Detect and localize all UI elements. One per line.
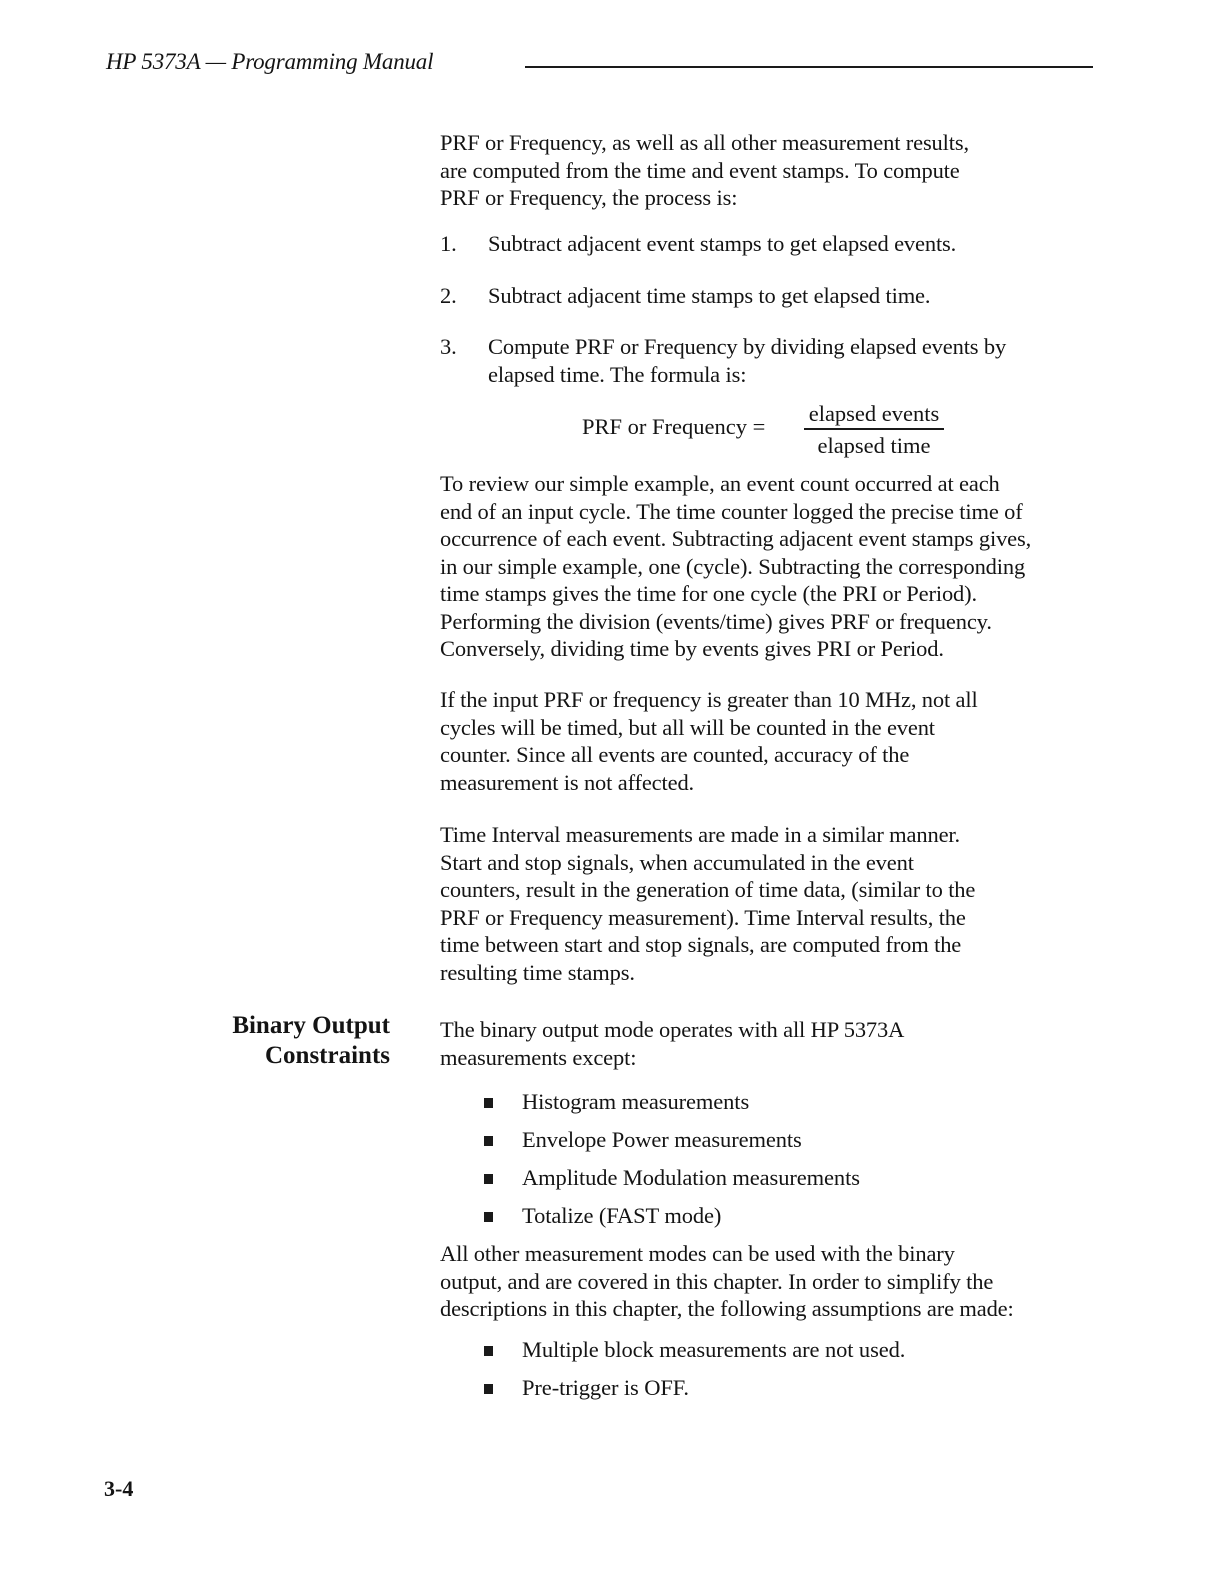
text-line: output, and are covered in this chapter. In order to simplify the	[440, 1268, 994, 1294]
square-bullet-icon	[484, 1136, 493, 1146]
text-line: Time Interval measurements are made in a similar manner.	[440, 822, 960, 847]
step-text: Subtract adjacent time stamps to get elapsed time.	[488, 283, 931, 308]
step-text: Subtract adjacent event stamps to get elapsed events.	[488, 231, 957, 256]
step-text: elapsed time. The formula is:	[488, 361, 747, 387]
bullet-text: Envelope Power measurements	[522, 1127, 802, 1152]
step-text: Compute PRF or Frequency by dividing elapsed events by	[488, 334, 1007, 359]
step-number: 3.	[440, 334, 457, 359]
text-line: descriptions in this chapter, the following assumptions are made:	[440, 1296, 1014, 1321]
page-number: 3-4	[104, 1476, 134, 1501]
review-paragraph	[440, 470, 1120, 663]
text-line: time between start and stop signals, are computed from the	[440, 932, 962, 957]
formula-fraction	[804, 400, 944, 459]
text-line: Start and stop signals, when accumulated in the event	[440, 849, 914, 875]
formula-denominator: elapsed time	[817, 432, 931, 458]
text-line: All other measurement modes can be used with the binary	[440, 1241, 955, 1266]
text-line: If the input PRF or frequency is greater than 10 MHz, not all	[440, 687, 978, 712]
text-line: occurrence of each event. Subtracting adjacent event stamps gives,	[440, 526, 1032, 551]
section-heading-binary-output-constraints	[180, 1011, 390, 1071]
bullet-text: Multiple block measurements are not used.	[522, 1337, 906, 1362]
binary-output-intro	[440, 1016, 1120, 1071]
text-line: measurements except:	[440, 1044, 637, 1070]
bullet-text: Pre-trigger is OFF.	[522, 1375, 689, 1400]
square-bullet-icon	[484, 1098, 493, 1108]
text-line: PRF or Frequency measurement). Time Interval results, the	[440, 904, 966, 930]
high-frequency-paragraph	[440, 686, 1120, 796]
step-number: 2.	[440, 283, 457, 308]
heading-line: Binary Output	[232, 1012, 390, 1039]
text-line: Conversely, dividing time by events gives PRI or Period.	[440, 636, 944, 661]
running-header-title: HP 5373A — Programming Manual	[106, 49, 434, 74]
text-line: To review our simple example, an event count occurred at each	[440, 471, 1000, 496]
bullet-text: Totalize (FAST mode)	[522, 1203, 722, 1228]
fraction-bar	[804, 428, 944, 430]
bullet-text: Histogram measurements	[522, 1089, 750, 1114]
square-bullet-icon	[484, 1346, 493, 1356]
text-line: in our simple example, one (cycle). Subtracting the corresponding	[440, 553, 1026, 579]
intro-paragraph	[440, 129, 1120, 212]
heading-line: Constraints	[264, 1042, 390, 1069]
text-line: The binary output mode operates with all HP 5373A	[440, 1017, 905, 1042]
text-line: Performing the division (events/time) gives PRF or frequency.	[440, 608, 992, 634]
text-line: counters, result in the generation of time data, (similar to the	[440, 877, 976, 902]
time-interval-paragraph	[440, 821, 1120, 986]
text-line: are computed from the time and event stamps. To compute	[440, 157, 960, 183]
text-line: measurement is not affected.	[440, 769, 695, 795]
formula-numerator: elapsed events	[808, 401, 940, 426]
header-rule	[525, 66, 1093, 68]
text-line: time stamps gives the time for one cycle (the PRI or Period).	[440, 581, 977, 606]
text-line: counter. Since all events are counted, accuracy of the	[440, 742, 910, 767]
text-line: resulting time stamps.	[440, 959, 635, 985]
text-line: cycles will be timed, but all will be counted in the event	[440, 714, 935, 740]
bullet-text: Amplitude Modulation measurements	[522, 1165, 860, 1190]
step-number: 1.	[440, 231, 457, 256]
text-line: PRF or Frequency, the process is:	[440, 185, 738, 210]
binary-output-followup	[440, 1240, 1120, 1323]
text-line: PRF or Frequency, as well as all other measurement results,	[440, 130, 969, 155]
square-bullet-icon	[484, 1384, 493, 1394]
text-line: end of an input cycle. The time counter logged the precise time of	[440, 498, 1023, 524]
square-bullet-icon	[484, 1174, 493, 1184]
formula-lhs: PRF or Frequency =	[582, 414, 766, 439]
square-bullet-icon	[484, 1212, 493, 1222]
